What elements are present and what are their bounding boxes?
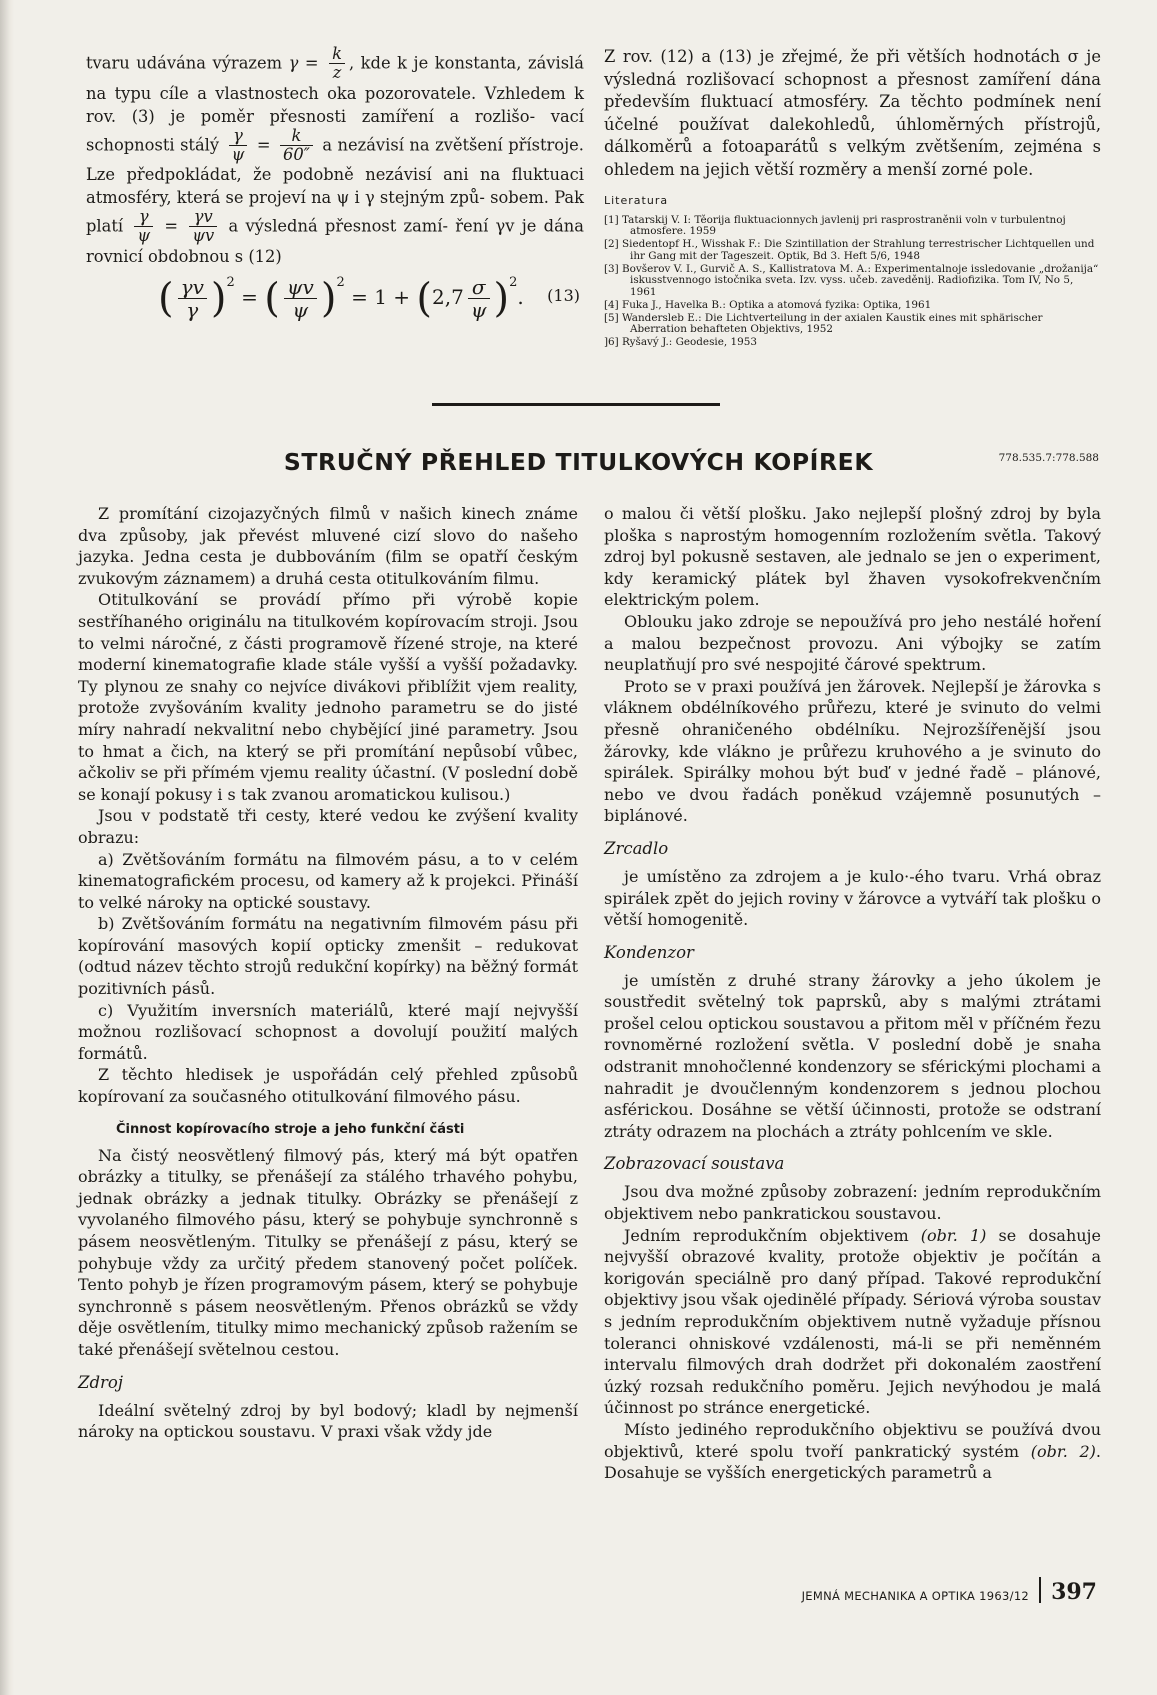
text-run: přístroje. Lze předpokládat, že podobně nezávisí ani na fluktuaci atmosféry, která se projeví na ψ i γ stejným způ- — [86, 134, 584, 208]
paragraph: Jsou dva možné způsoby zobrazení: jedním reprodukčním objektivem nebo pankratickou soustavou. — [604, 1182, 1101, 1224]
reference-item: [2] Siedentopf H., Wisshak F.: Die Szintillation der Strahlung terrestrischer Lichtquellen und ihr Gang mit der Tageszeit. Optik, Bd 3. Heft 5/6, 1948 — [604, 238, 1095, 262]
reference-item: [1] Tatarskij V. I: Těorija fluktuacionnych javlenij pri rasprostraněnii voln v turbulentnoj atmosfere. 1959 — [604, 213, 1066, 238]
fraction-denominator: γ — [186, 297, 199, 322]
exponent: 2 — [226, 274, 235, 290]
text-run: se dosahuje nejvyšší obrazové kvality, protože objektiv je počítán a korigován speciálně pro daný případ. Takové reprodukční objektivy jsou však ojedinělé případy. Sériová výroba soustav s jedním reprodukčním objektivem nutně vyžaduje přísnou toleranci ohniskové vzdálenosti, má-li se při neměnném intervalu filmových drah dodržet při dokonalém zaostření úzký rozsah redukčního poměru. Jejich nevýhodou je malá účinnost po stránce energetické. — [604, 1225, 1101, 1418]
journal-name: JEMNÁ MECHANIKA A OPTIKA 1963/12 — [801, 1589, 1030, 1603]
reference-item: ]6] Ryšavý J.: Geodesie, 1953 — [604, 336, 757, 349]
text-run: , kde k je konstanta, — [348, 53, 522, 73]
reference-item: [5] Wandersleb E.: Die Lichtverteilung in der axialen Kaustik eines mit sphärischer Aberration behafteten Objektivs, 1952 — [604, 311, 1043, 336]
text-run: závislá na typu cíle a vlastnostech oka pozorovatele. Vzhledem k rov. (3) je poměr přesnosti zamíření a rozlišo- — [86, 53, 584, 126]
section-heading: Zrcadlo — [604, 838, 669, 858]
equals-sign: = — [164, 216, 179, 236]
fraction — [178, 274, 207, 322]
fraction-gamma-over-psi — [229, 125, 248, 164]
paren-close: ) — [320, 275, 337, 322]
paragraph: a) Zvětšováním formátu na filmovém pásu, a to v celém kinematografickém procesu, od kamery až k projekci. Přináší to velké nároky na optické soustavy. — [78, 849, 578, 912]
article-separator-rule — [432, 403, 720, 406]
fraction-numerator: γv — [189, 209, 217, 227]
fraction-denominator: 60″ — [283, 144, 310, 164]
top-right-column — [604, 46, 1101, 350]
text-run: Místo jediného reprodukčního objektivu se používá dvou objektivů, které spolu tvoří pankratický systém — [604, 1419, 1101, 1461]
reference-item: [4] Fuka J., Havelka B.: Optika a atomová fyzika: Optika, 1961 — [604, 298, 932, 311]
text-run: vací schopnosti stálý — [86, 106, 584, 154]
conclusion-paragraph: Z rov. (12) a (13) je zřejmé, že při větších hodnotách σ je výsledná rozlišovací schopnost a přesnost zamíření dána především fluktuací atmosféry. Za těchto podmínek není účelné používat dalekohledů, úhloměrných přístrojů, dálkoměrů a fotoaparátů s velkým zvětšením, zejména s ohledem na jejich větší rozměry a menší zorné pole. — [604, 47, 1101, 179]
equals-sign: = — [256, 134, 271, 154]
literature-heading: Literatura — [604, 193, 669, 207]
paragraph: Proto se v praxi používá jen žárovek. Nejlepší je žárovka s vláknem obdélníkového průřezu, které je svinuto do velmi přesně ohraničeného obdélníku. Nejrozšířenější jsou žárovky, kde vlákno je průřezu kruhového a je svinuto do spirálek. Spirálky mohou být buď v jedné řadě – plánové, nebo ve dvou řadách poněkud vzájemně posunutých – biplánové. — [604, 676, 1101, 826]
paragraph: Na čistý neosvětlený filmový pás, který má být opatřen obrázky a titulky, se přenášejí za stálého trhavého pohybu, jednak obrázky a jednak titulky. Obrázky se přenášejí z vyvolaného filmového pásu, který se pohybuje synchronně s pásem neosvětleným. Titulky se přenášejí z pásu, který se pohybuje vždy za určitý předem stanovený počet políček. Tento pohyb je řízen programovým pásem, který se pohybuje synchronně s pásem neosvětleným. Přenos obrázků se vždy děje osvětlením, titulky mimo mechanický způsob ražením se také přenášejí světelnou cestou. — [78, 1145, 578, 1359]
section-heading: Činnost kopírovacího stroje a jeho funkční části — [116, 1121, 465, 1137]
udc-classification: 778.535.7:778.588 — [998, 452, 1099, 464]
text-run: tvaru udávána výrazem — [86, 53, 283, 73]
article-title: STRUČNÝ PŘEHLED TITULKOVÝCH KOPÍREK — [283, 448, 874, 476]
page-gutter-shadow — [0, 0, 14, 1695]
exponent: 2 — [336, 274, 345, 290]
text-run: sobem. Pak platí — [86, 188, 584, 236]
equals-sign: = — [241, 284, 258, 309]
formula-gamma: γ = — [288, 53, 319, 73]
figure-reference: (obr. 1) — [920, 1225, 987, 1245]
paren-close: ) — [210, 275, 227, 322]
fraction — [468, 274, 490, 322]
paragraph: b) Zvětšováním formátu na negativním filmovém pásu při kopírování masových kopií opticky zmenšit – redukovat (odtud název těchto strojů redukční kopírky) na běžný formát pozitivních pásů. — [78, 914, 578, 999]
page-number: 397 — [1051, 1579, 1097, 1605]
text-run: ření γv je dána rovnicí obdobnou s (12) — [86, 216, 584, 266]
paragraph — [604, 1419, 1101, 1484]
period: . — [517, 284, 524, 309]
top-left-column — [86, 46, 584, 322]
paragraph: o malou či větší plošku. Jako nejlepší plošný zdroj by byla ploška s naprostým homogenním rozložením světla. Takový zdroj byl pokusně sestaven, ale jednalo se jen o experiment, kdy keramický plátek byl žhaven vysokofrekvenčním elektrickým polem. — [604, 504, 1101, 610]
paragraph: Oblouku jako zdroje se nepoužívá pro jeho nestálé hoření a malou bezpečnost provozu. Ani výbojky se zatím neuplatňují pro své nespojité čárové spektrum. — [604, 611, 1101, 675]
page-footer — [802, 1577, 1097, 1603]
paragraph: Jsou v podstatě tři cesty, které vedou ke zvýšení kvality obrazu: — [78, 806, 578, 847]
paren-close: ) — [493, 275, 510, 322]
exponent: 2 — [509, 274, 518, 290]
main-left-column — [78, 503, 578, 1443]
equation-number: (13) — [547, 285, 580, 305]
fraction-gamma-over-psi — [134, 209, 153, 245]
fraction-denominator: ψ — [470, 297, 487, 322]
paragraph: Z promítání cizojazyčných filmů v našich kinech známe dva způsoby, jak převést mluvené cizí slovo do našeho jazyka. Jedna cesta je dubbováním (film se opatří českým zvukovým záznamem) a druhá cesta otitulkováním filmu. — [78, 504, 578, 588]
paragraph: Ideální světelný zdroj by byl bodový; kladl by nejmenší nároky na optickou soustavu. V praxi však vždy jde — [78, 1400, 578, 1442]
paragraph — [604, 1225, 1101, 1419]
paragraph: je umístěn z druhé strany žárovky a jeho úkolem je soustředit světelný tok paprsků, aby s malými ztrátami prošel celou optickou soustavou a přitom měl v příčném řezu rovnoměrné rozložení světla. V poslední době je snaha odstranit mnohočlenné kondenzory se sférickými plochami a nahradit je dvoučlenným kondenzorem s jednou plochou asférickou. Dosáhne se větší účinnosti, protože se odstraní ztráty odrazem na plochách a ztráty pohlcením ve skle. — [604, 970, 1101, 1141]
fraction-numerator: k — [280, 128, 313, 146]
text-run: a nezávisí na zvětšení — [322, 134, 503, 154]
coefficient: 2,7 — [432, 284, 464, 309]
fraction — [284, 274, 317, 322]
section-heading: Kondenzor — [604, 942, 694, 962]
fraction-numerator: γ — [134, 209, 153, 227]
fraction-numerator: γv — [178, 277, 207, 299]
section-heading: Zobrazovací soustava — [604, 1154, 785, 1174]
equation-body — [158, 275, 524, 322]
paragraph: c) Využitím inversních materiálů, které mají nejvyšší možnou rozlišovací schopnost a dovolují použití malých formátů. — [78, 1000, 578, 1063]
fraction-numerator: ψv — [284, 277, 317, 299]
reference-item: [3] Bovšerov V. I., Gurvič A. S., Kallistratova M. A.: Experimentalnoje issledovanie „drožanija“ iskusstvennogo istočnika sveta. Izv. vyss. učeb. zaveděnij. Radiofizika. Tom IV, No 5, 1961 — [604, 262, 1099, 298]
paren-open: ( — [158, 275, 174, 322]
fraction-denominator: ψ — [137, 226, 151, 246]
text-run: . Dosahuje se vyšších energetických parametrů a — [604, 1441, 1101, 1483]
fraction-k-over-z — [329, 46, 345, 82]
fraction-numerator: k — [329, 46, 345, 64]
paragraph: Otitulkování se provádí přímo při výrobě kopie sestříhaného originálu na titulkovém kopírovacím stroji. Jsou to velmi náročné, z části programově řízené stroje, na které moderní kinematografie klade stále vyšší a vyšší požadavky. Ty plynou ze snahy co nejvíce divákovi přiblížit vjem reality, protože zvyšováním kvality jednoho parametru se do jisté míry nahradí nekvalitní nebo chybějící jiné parametry. Jsou to hmat a čich, na který se při promítání nepůsobí vůbec, ačkoliv se při přímém vjemu reality účastní. (V poslední době se konají pokusy i s tak zvanou aromatickou kulisou.) — [78, 590, 578, 804]
paragraph-gamma-definition — [86, 46, 584, 268]
fraction-numerator: σ — [468, 277, 490, 299]
figure-reference: (obr. 2) — [1030, 1441, 1096, 1461]
paragraph: Z těchto hledisek je uspořádán celý přehled způsobů kopírovaní za současného otitulkování filmového pásu. — [78, 1065, 578, 1107]
text-run: a výsledná přesnost zamí- — [228, 216, 448, 236]
fraction-denominator: ψ — [292, 297, 309, 322]
fraction-denominator: z — [332, 63, 342, 83]
fraction-denominator: ψv — [192, 226, 215, 246]
reference-list — [604, 215, 1101, 349]
fraction-denominator: ψ — [231, 144, 245, 164]
equation-13 — [86, 272, 584, 322]
section-heading: Zdroj — [78, 1372, 123, 1392]
fraction-k-over-60 — [280, 125, 313, 164]
fraction-numerator: γ — [229, 128, 248, 146]
text-run: Jedním reprodukčním objektivem — [624, 1225, 909, 1245]
fraction-gammav-over-psiv — [189, 209, 217, 245]
equation-text: = 1 + — [351, 284, 411, 309]
paren-open: ( — [264, 275, 280, 322]
paren-open: ( — [416, 275, 433, 322]
paragraph: je umístěno za zdrojem a je kulo·‑ého tvaru. Vrhá obraz spirálek zpět do jejich roviny v žárovce a vytváří tak plošku o větší homogenitě. — [604, 866, 1101, 930]
main-right-column — [604, 503, 1101, 1484]
